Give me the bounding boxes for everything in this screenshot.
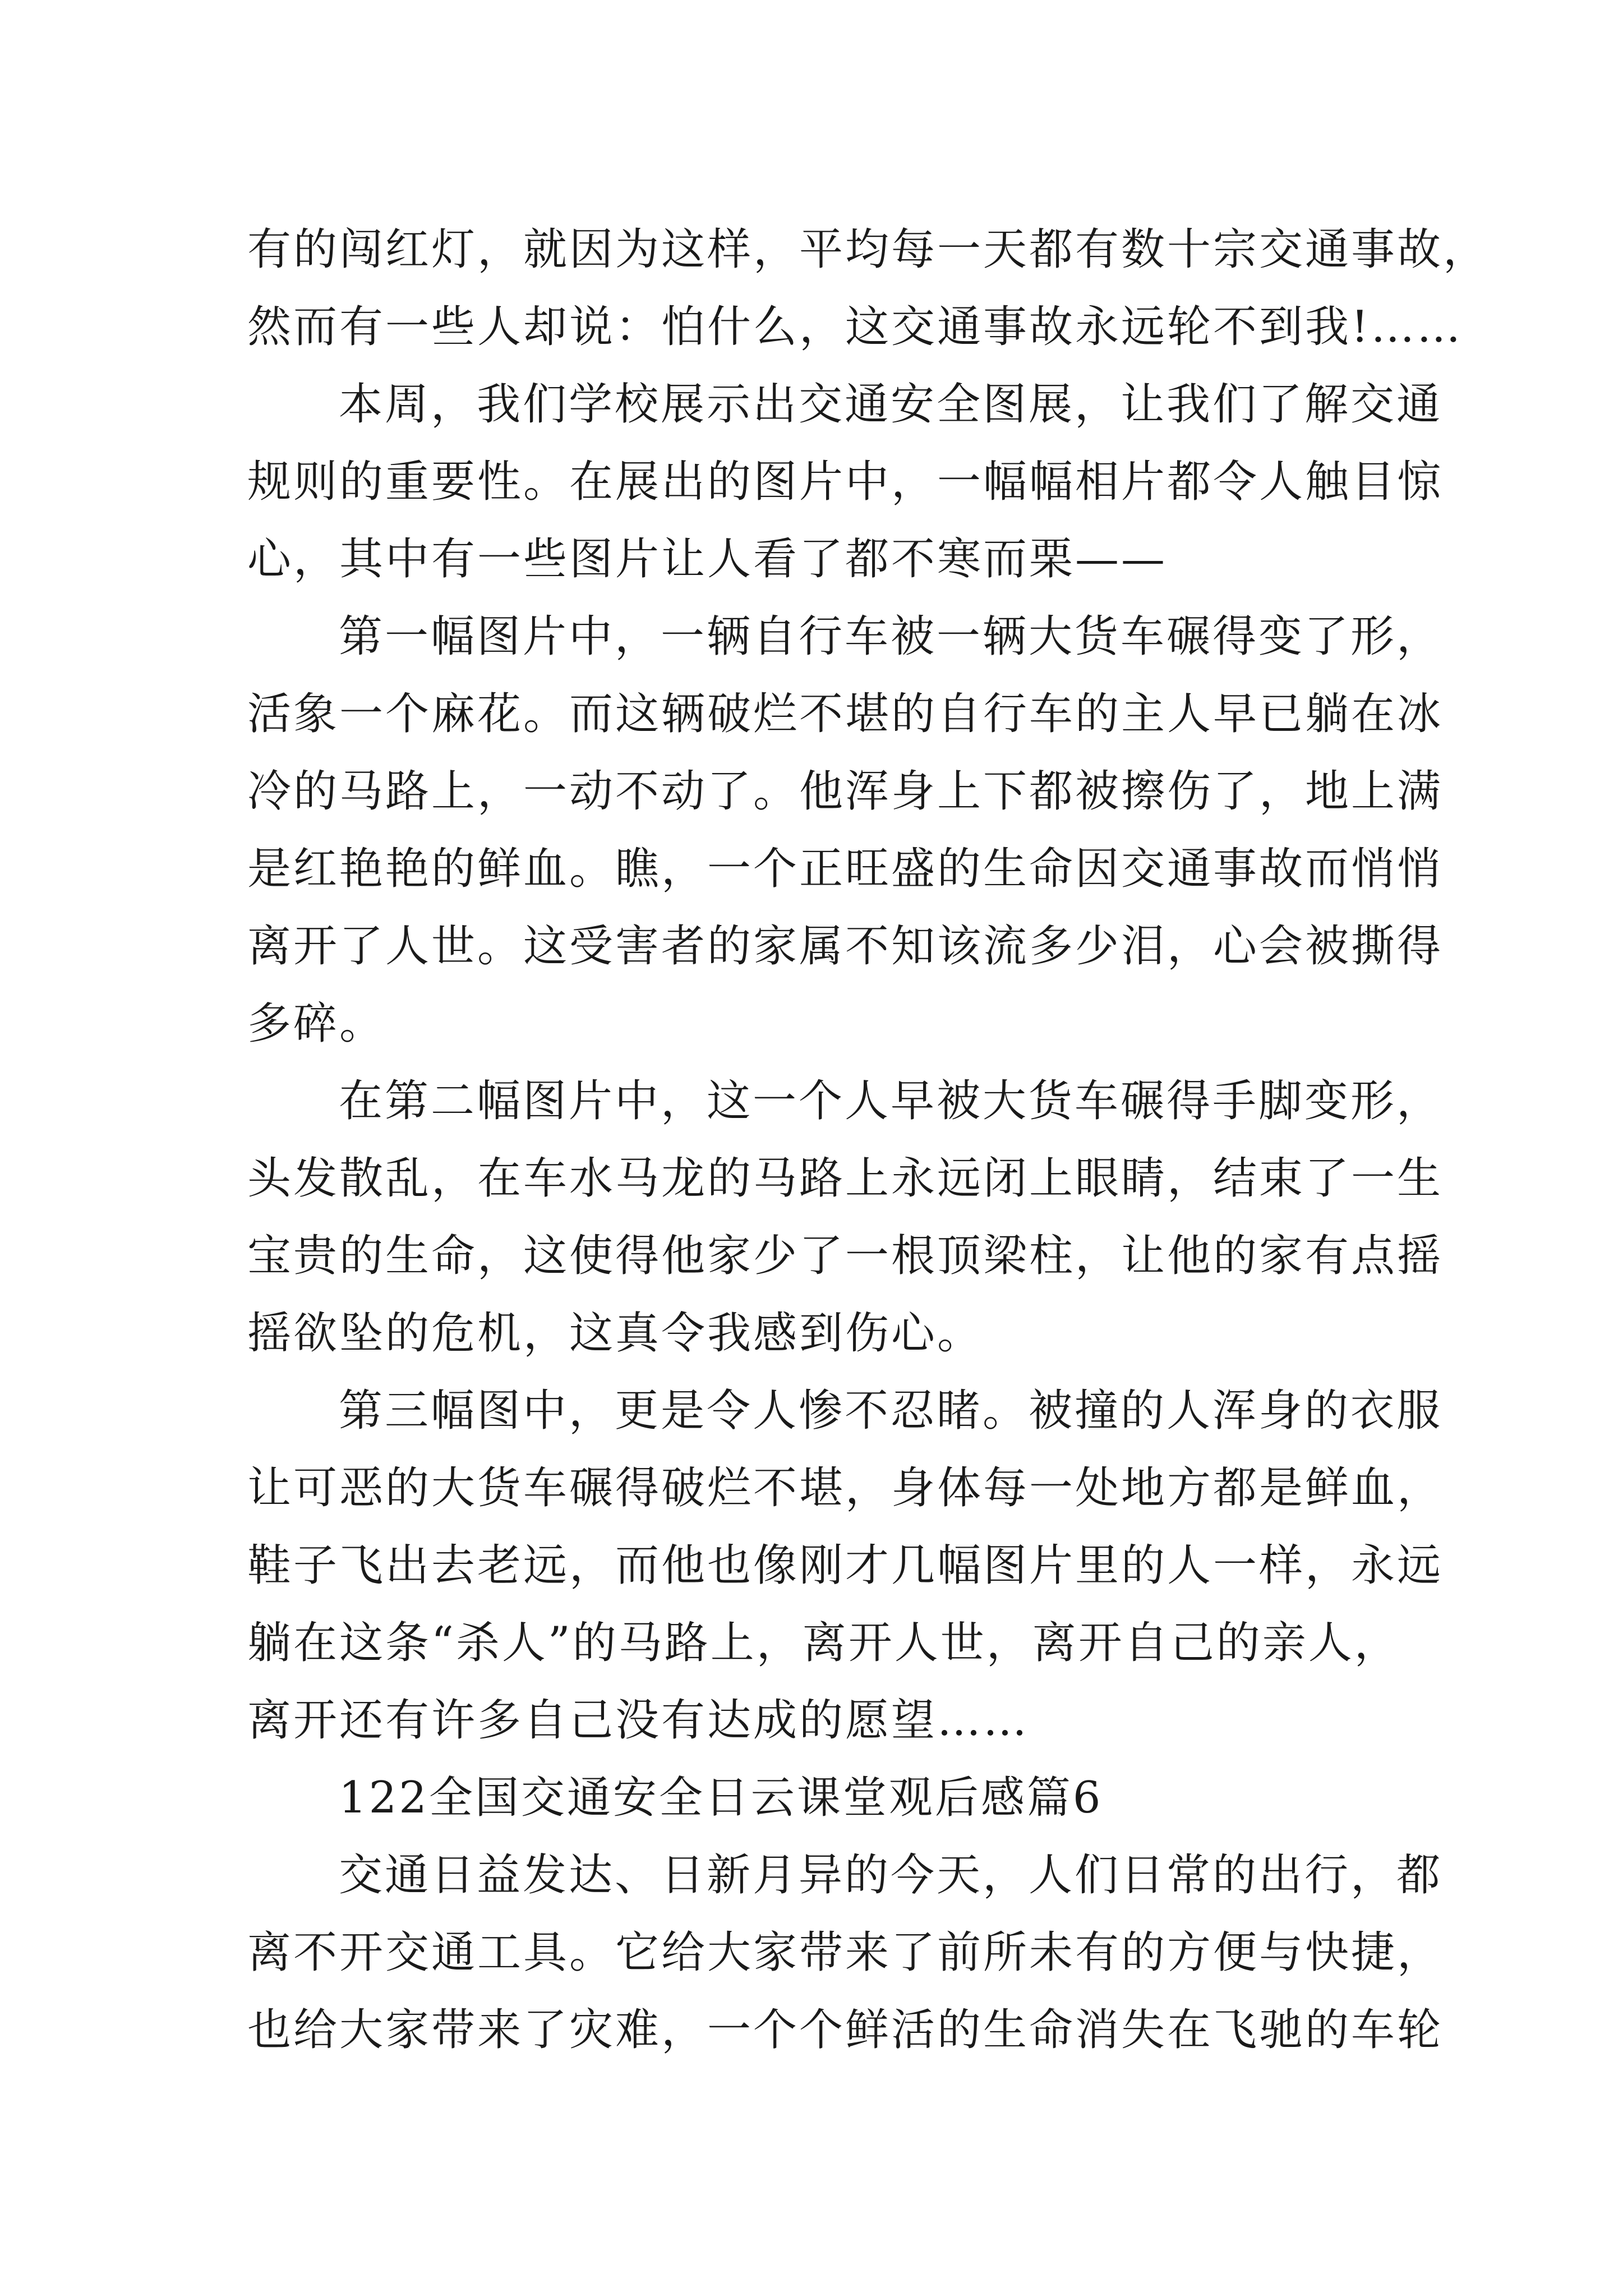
text-line: 有的闯红灯，就因为这样，平均每一天都有数十宗交通事故， — [247, 224, 1490, 275]
text-line: 是红艳艳的鲜血。瞧，一个正旺盛的生命因交通事故而悄悄 — [247, 844, 1444, 894]
text-line: 离不开交通工具。它给大家带来了前所未有的方便与快捷， — [247, 1927, 1444, 1978]
paragraph-start-line: 在第二幅图片中，这一个人早被大货车碾得手脚变形， — [339, 1076, 1443, 1126]
text-line: 让可恶的大货车碾得破烂不堪，身体每一处地方都是鲜血， — [247, 1463, 1444, 1513]
text-line: 头发散乱，在车水马龙的马路上永远闭上眼睛，结束了一生 — [247, 1153, 1444, 1204]
text-line: 然而有一些人却说：怕什么，这交通事故永远轮不到我!…… — [247, 302, 1463, 352]
text-line: 冷的马路上，一动不动了。他浑身上下都被擦伤了，地上满 — [247, 766, 1444, 817]
text-line: 活象一个麻花。而这辆破烂不堪的自行车的主人早已躺在冰 — [247, 689, 1444, 739]
text-line: 宝贵的生命，这使得他家少了一根顶梁柱，让他的家有点摇 — [247, 1231, 1444, 1281]
text-line: 离开了人世。这受害者的家属不知该流多少泪，心会被撕得 — [247, 921, 1444, 972]
text-line: 多碎。 — [247, 999, 386, 1049]
paragraph-start-line: 交通日益发达、日新月异的今天，人们日常的出行，都 — [339, 1850, 1443, 1901]
text-line: 规则的重要性。在展出的图片中，一幅幅相片都令人触目惊 — [247, 457, 1444, 507]
text-line: 离开还有许多自己没有达成的愿望…… — [247, 1695, 1030, 1746]
text-line: 躺在这条“杀人”的马路上，离开人世，离开自己的亲人， — [247, 1618, 1400, 1668]
text-line: 也给大家带来了灾难，一个个鲜活的生命消失在飞驰的车轮 — [247, 2005, 1444, 2055]
paragraph-start-line: 第一幅图片中，一辆自行车被一辆大货车碾得变了形， — [339, 611, 1443, 662]
text-line: 心，其中有一些图片让人看了都不寒而栗—— — [247, 534, 1168, 585]
text-line: 摇欲坠的危机，这真令我感到伤心。 — [247, 1308, 984, 1359]
paragraph-start-line: 第三幅图中，更是令人惨不忍睹。被撞的人浑身的衣服 — [339, 1386, 1443, 1436]
section-heading: 122全国交通安全日云课堂观后感篇6 — [339, 1773, 1103, 1823]
paragraph-start-line: 本周，我们学校展示出交通安全图展，让我们了解交通 — [339, 379, 1443, 430]
text-line: 鞋子飞出去老远，而他也像刚才几幅图片里的人一样，永远 — [247, 1540, 1444, 1591]
document-body — [247, 211, 1490, 2069]
